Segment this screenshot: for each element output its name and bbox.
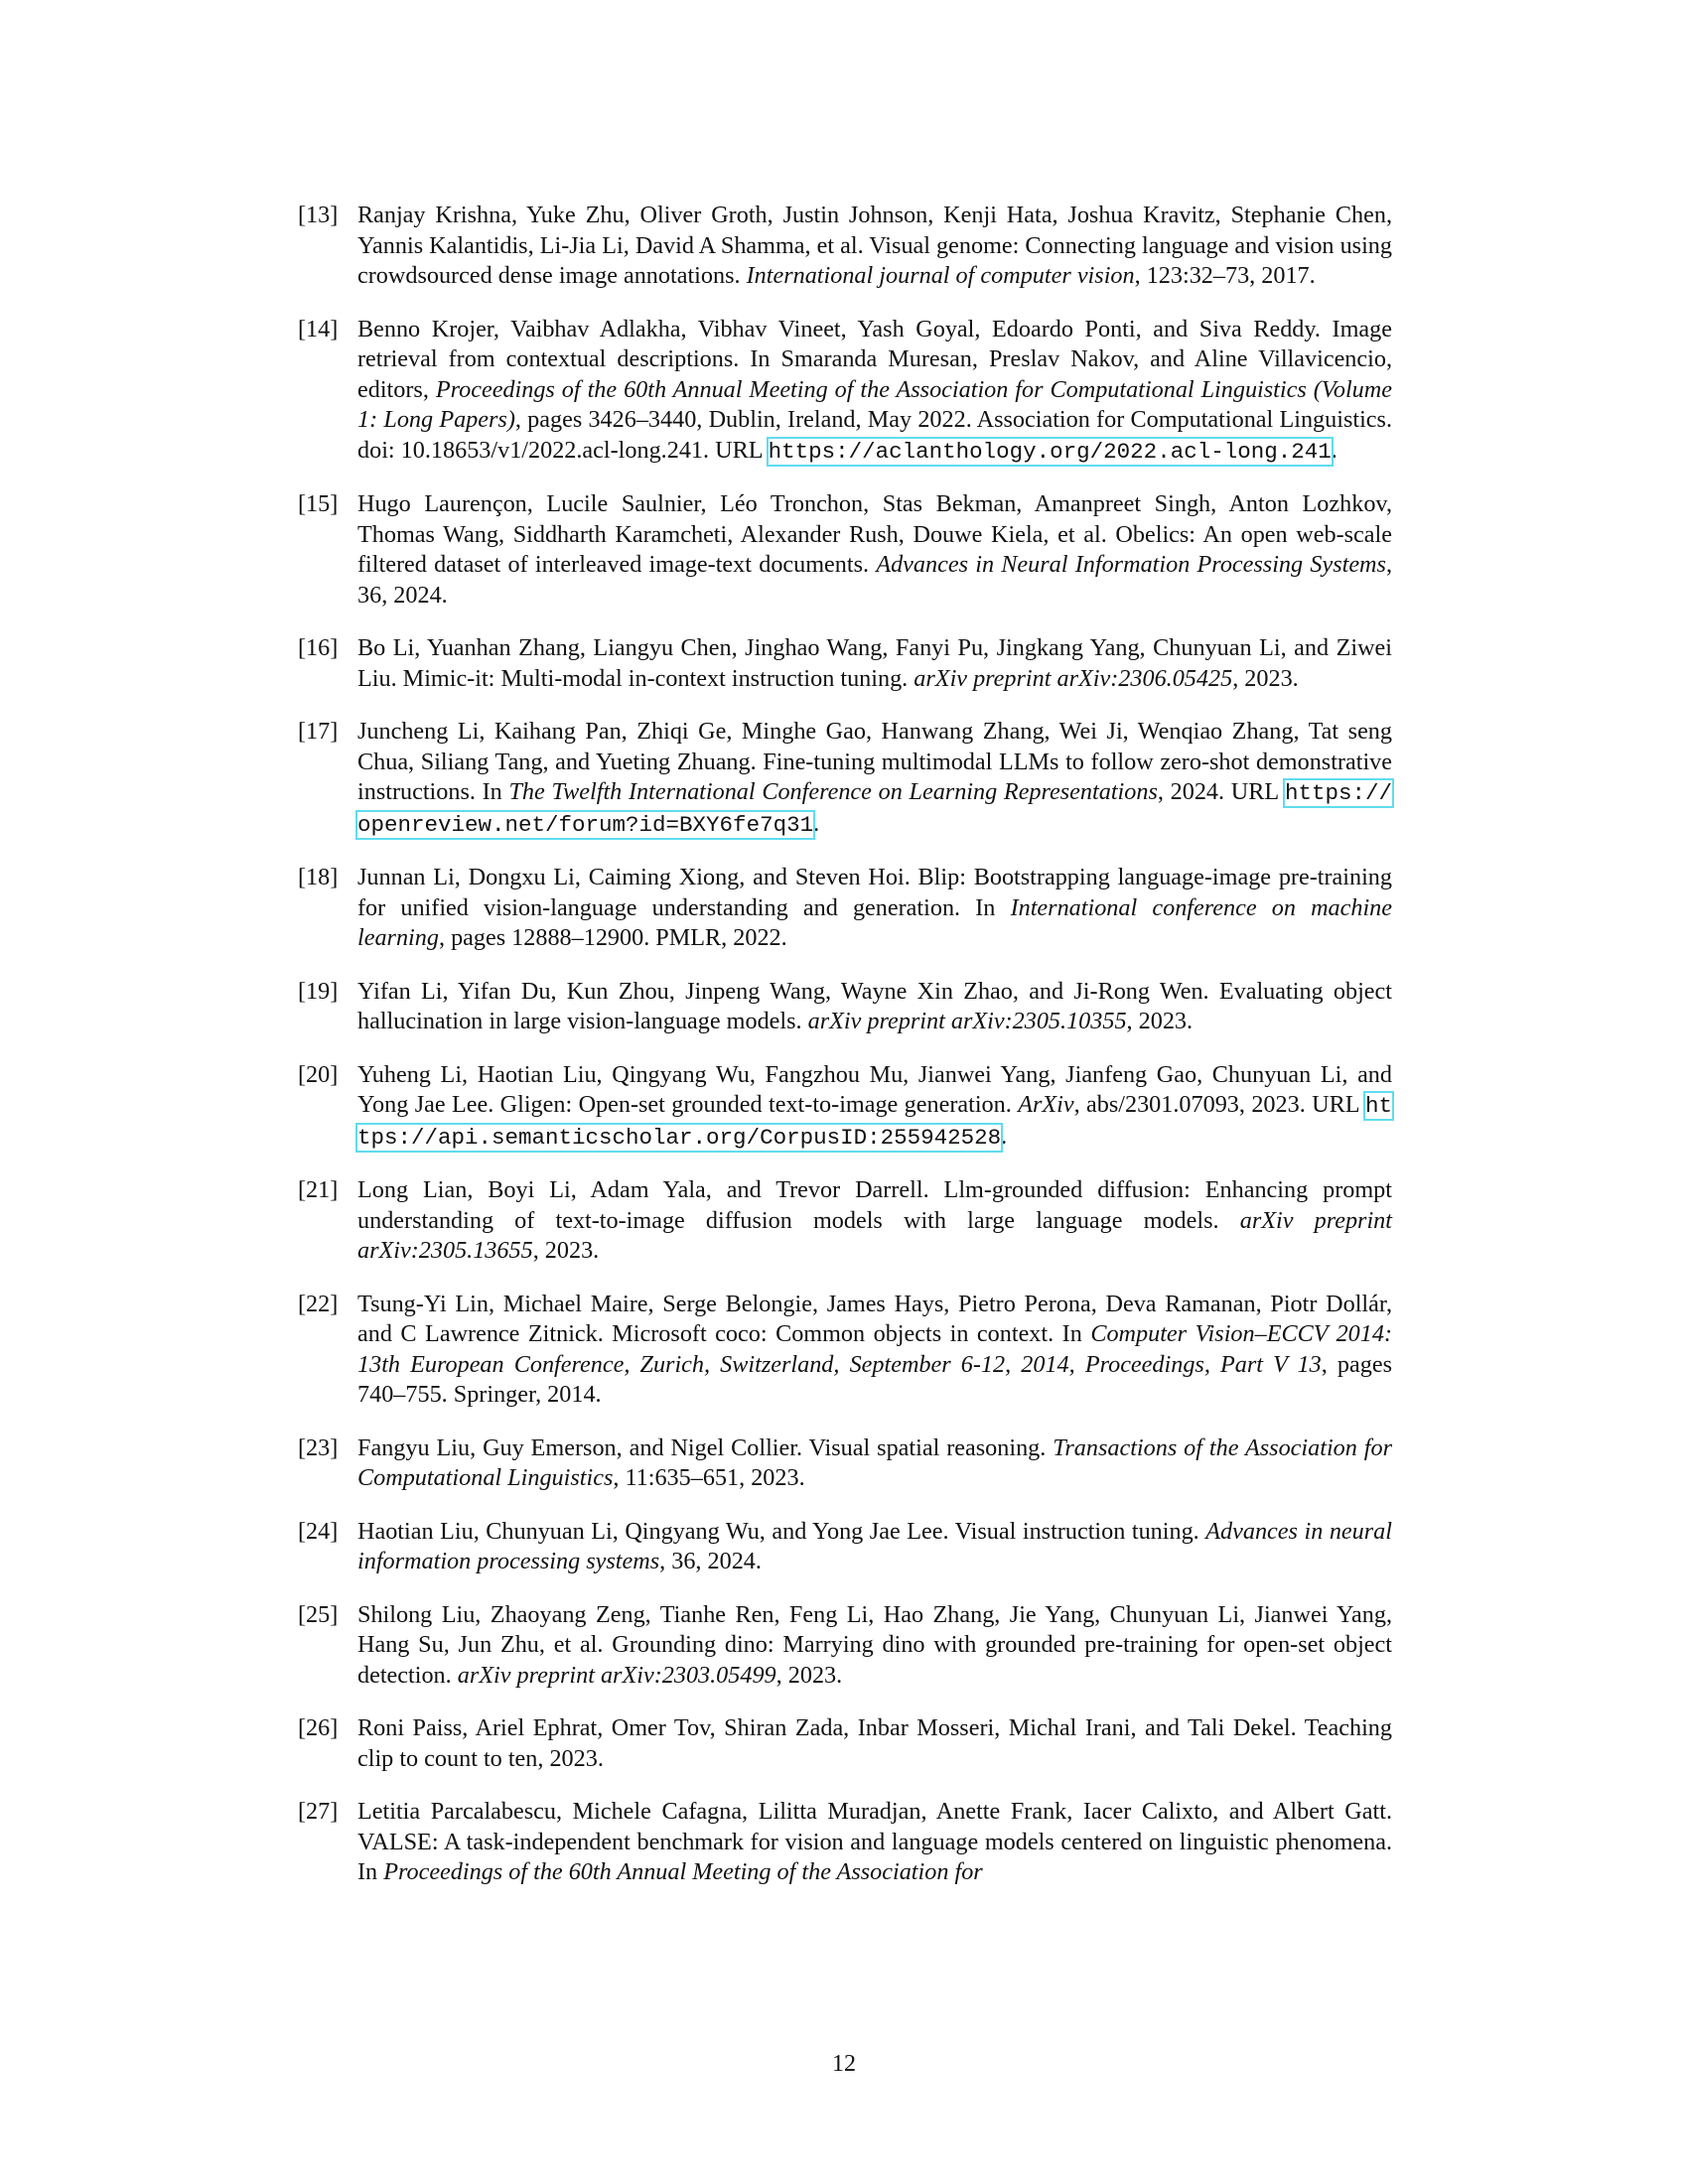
reference-authors: Ranjay Krishna, Yuke Zhu, Oliver Groth, Justin Johnson, Kenji Hata, Joshua Kravitz, Stephanie Chen, Yannis Kalantidis, Li-Jia Li, David A Shamma, et al. Visual genome: Connecting language and vision using crowdsourced dense image annotations. [357,202,1392,289]
reference-number: [15] [298,490,339,517]
reference-authors: Long Lian, Boyi Li, Adam Yala, and Trevor Darrell. Llm-grounded diffusion: Enhancing prompt understanding of text-to-image diffusion models with large language models. [357,1176,1392,1234]
reference-venue: International journal of computer vision [746,262,1135,289]
reference-details: , 36, 2024. [659,1548,762,1574]
reference-16 [298,633,1392,694]
reference-venue: arXiv preprint arXiv:2305.13655 [357,1206,1392,1264]
reference-details: , 11:635–651, 2023. [613,1464,805,1491]
reference-venue: Computer Vision–ECCV 2014: 13th European Conference, Zurich, Switzerland, September 6-12, 2014, Proceedings, Part V 13 [357,1320,1392,1378]
reference-number: [27] [298,1798,339,1825]
reference-27 [298,1797,1392,1888]
reference-17 [298,717,1392,840]
reference-15 [298,489,1392,611]
reference-number: [13] [298,202,339,228]
reference-text [357,1060,1392,1154]
reference-venue: Proceedings of the 60th Annual Meeting of the Association for Computational Linguistics (Volume 1: Long Papers) [357,375,1392,433]
page-number: 12 [832,2051,856,2077]
reference-22 [298,1290,1392,1411]
reference-text [357,717,1392,840]
reference-venue: International conference on machine learning [357,893,1393,951]
reference-url-link[interactable]: https://openreview.net/forum?id=BXY6fe7q31 [357,780,1392,838]
reference-21 [298,1175,1392,1267]
reference-14 [298,315,1392,468]
reference-venue: Transactions of the Association for Computational Linguistics [357,1433,1393,1491]
reference-number: [25] [298,1600,339,1628]
reference-authors: Tsung-Yi Lin, Michael Maire, Serge Belongie, James Hays, Pietro Perona, Deva Ramanan, Piotr Dollár, and C Lawrence Zitnick. Microsoft coco: Common objects in context. In [357,1290,1392,1347]
reference-18 [298,863,1392,954]
reference-url-link[interactable]: https://api.semanticscholar.org/CorpusID:255942528 [357,1093,1392,1151]
reference-text [357,977,1392,1037]
reference-number: [23] [298,1433,339,1461]
reference-text [357,1600,1392,1692]
reference-venue: Proceedings of the 60th Annual Meeting of the Association for [383,1858,983,1885]
reference-authors: Benno Krojer, Vaibhav Adlakha, Vibhav Vineet, Yash Goyal, Edoardo Ponti, and Siva Reddy. Image retrieval from contextual descriptions. In Smaranda Muresan, Preslav Nakov, and Aline Villavicencio, editors, [357,315,1392,403]
reference-number: [21] [298,1176,339,1203]
reference-25 [298,1600,1392,1692]
reference-list [298,201,1392,1911]
reference-authors: Haotian Liu, Chunyuan Li, Qingyang Wu, and Yong Jae Lee. Visual instruction tuning. [357,1517,1206,1545]
reference-venue: Advances in neural information processing systems [357,1517,1392,1574]
reference-details: , 2024. URL [1157,778,1285,805]
reference-details: , pages 740–755. Springer, 2014. [357,1350,1393,1408]
reference-end: . [1001,1122,1008,1150]
reference-authors: Fangyu Liu, Guy Emerson, and Nigel Collier. Visual spatial reasoning. [357,1433,1054,1461]
reference-details: , abs/2301.07093, 2023. URL [1073,1091,1365,1118]
reference-authors: Roni Paiss, Ariel Ephrat, Omer Tov, Shiran Zada, Inbar Mosseri, Michal Irani, and Tali Dekel. Teaching clip to count to ten, 2023. [357,1714,1392,1772]
reference-venue: Advances in Neural Information Processing Systems [876,551,1386,578]
reference-text [357,1517,1392,1577]
reference-authors: Letitia Parcalabescu, Michele Cafagna, Lilitta Muradjan, Anette Frank, Iacer Calixto, and Albert Gatt. VALSE: A task-independent benchmark for vision and language models centered on linguistic phenomena. In [357,1798,1392,1885]
reference-number: [19] [298,977,339,1005]
reference-venue: arXiv preprint arXiv:2305.10355 [807,1008,1127,1034]
reference-text [357,1175,1392,1267]
reference-authors: Junnan Li, Dongxu Li, Caiming Xiong, and Steven Hoi. Blip: Bootstrapping language-image pre-training for unified vision-language understanding and generation. In [357,864,1392,921]
reference-number: [16] [298,634,339,661]
reference-details: , 2023. [1232,664,1299,692]
reference-details: , pages 3426–3440, Dublin, Ireland, May 2022. Association for Computational Linguistics. doi: 10.18653/v1/2022.acl-long.241. URL [357,406,1393,464]
reference-venue: arXiv preprint arXiv:2303.05499 [457,1661,776,1689]
reference-details: , 123:32–73, 2017. [1134,262,1316,289]
reference-text [357,863,1392,954]
reference-number: [17] [298,718,339,745]
reference-venue: The Twelfth International Conference on Learning Representations [508,778,1158,805]
reference-authors: Hugo Laurençon, Lucile Saulnier, Léo Tronchon, Stas Bekman, Amanpreet Singh, Anton Lozhkov, Thomas Wang, Siddharth Karamcheti, Alexander Rush, Douwe Kiela, et al. Obelics: An open web-scale filtered dataset of interleaved image-text documents. [357,490,1392,578]
reference-text [357,1713,1392,1774]
reference-details: , 2023. [532,1237,600,1264]
reference-details: , 2023. [1126,1008,1194,1034]
reference-end: . [1331,436,1337,464]
reference-authors: Yuheng Li, Haotian Liu, Qingyang Wu, Fangzhou Mu, Jianwei Yang, Jianfeng Gao, Chunyuan Li, and Yong Jae Lee. Gligen: Open-set grounded text-to-image generation. [357,1060,1392,1118]
reference-number: [26] [298,1714,339,1741]
reference-text [357,1797,1392,1888]
reference-number: [18] [298,864,339,890]
reference-number: [22] [298,1290,339,1317]
reference-authors: Bo Li, Yuanhan Zhang, Liangyu Chen, Jinghao Wang, Fanyi Pu, Jingkang Yang, Chunyuan Li, and Ziwei Liu. Mimic-it: Multi-modal in-context instruction tuning. [357,634,1392,692]
reference-text [357,201,1392,292]
reference-venue: ArXiv [1018,1091,1074,1118]
reference-number: [14] [298,315,339,342]
reference-text [357,1433,1392,1494]
reference-url-link[interactable]: https://aclanthology.org/2022.acl-long.241 [768,438,1332,465]
reference-authors: Shilong Liu, Zhaoyang Zeng, Tianhe Ren, Feng Li, Hao Zhang, Jie Yang, Chunyuan Li, Jianwei Yang, Hang Su, Jun Zhu, et al. Grounding dino: Marrying dino with grounded pre-training for open-set object detection. [357,1600,1392,1689]
reference-26 [298,1713,1392,1774]
reference-authors: Juncheng Li, Kaihang Pan, Zhiqi Ge, Minghe Gao, Hanwang Zhang, Wei Ji, Wenqiao Zhang, Tat seng Chua, Siliang Tang, and Yueting Zhuang. Fine-tuning multimodal LLMs to follow zero-shot demonstrative instructions. In [357,718,1392,805]
reference-authors: Yifan Li, Yifan Du, Kun Zhou, Jinpeng Wang, Wayne Xin Zhao, and Ji-Rong Wen. Evaluating object hallucination in large vision-language models. [357,977,1392,1034]
reference-number: [24] [298,1517,339,1545]
reference-19 [298,977,1392,1037]
reference-20 [298,1060,1392,1154]
reference-details: , 2023. [775,1661,843,1689]
reference-number: [20] [298,1060,339,1088]
reference-13 [298,201,1392,292]
reference-text [357,1290,1392,1411]
reference-details: , 36, 2024. [357,551,1392,609]
reference-text [357,633,1392,694]
reference-end: . [813,809,820,837]
reference-venue: arXiv preprint arXiv:2306.05425 [914,664,1233,692]
reference-text [357,315,1392,468]
reference-24 [298,1517,1392,1577]
reference-text [357,489,1392,611]
reference-details: , pages 12888–12900. PMLR, 2022. [438,924,787,951]
reference-23 [298,1433,1392,1494]
